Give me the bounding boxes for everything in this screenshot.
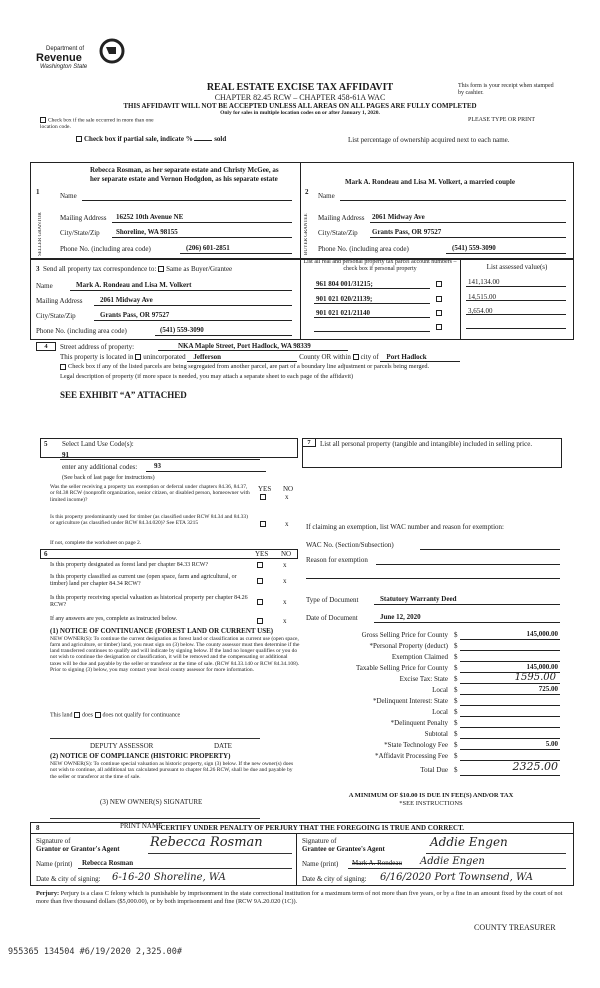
worksheet-note: If not, complete the worksheet on page 2.: [50, 540, 142, 546]
form-title: REAL ESTATE EXCISE TAX AFFIDAVIT: [206, 82, 394, 93]
dollar-sign: $: [454, 719, 458, 727]
buyer-mailing-value: 2061 Midway Ave: [372, 213, 425, 221]
forest-q4-no-mark: x: [283, 617, 287, 625]
exemption-label: If claiming an exemption, list WAC number and reason for exemption:: [306, 523, 504, 531]
certify-section-number: 8: [36, 824, 40, 832]
same-as-buyer-checkbox[interactable]: [158, 266, 164, 272]
parcel-number: 901 021 021/21140: [316, 309, 371, 317]
forest-q3-no-mark: x: [283, 598, 287, 606]
total-due-handwritten: 2325.00: [512, 760, 558, 773]
notice-continuance-title: (1) NOTICE OF CONTINUANCE (FOREST LAND OR CURRENT USE): [50, 627, 274, 635]
state-excise-handwritten: 1595.00: [514, 672, 556, 683]
grantee-date-city: 6/16/2020 Port Townsend, WA: [380, 872, 533, 883]
unincorporated-checkbox[interactable]: [135, 354, 141, 360]
forest-q4-yes-checkbox[interactable]: [257, 618, 263, 624]
grantor-sig-label-2: Grantor or Grantor's Agent: [36, 845, 120, 853]
grantee-sig-label-1: Signature of: [302, 837, 337, 845]
corr-phone-label: Phone No. (including area code): [36, 327, 127, 335]
city-value: Port Hadlock: [380, 353, 460, 362]
legal-description-label: Legal description of property (if more space is needed, you may attach a separate sheet to each page of the affidavit): [60, 373, 354, 380]
additional-codes-label: enter any additional codes:: [62, 463, 138, 471]
buyer-phone-value: (541) 559-3090: [452, 244, 496, 252]
assessed-value: 3,654.00: [468, 307, 493, 315]
dollar-sign: $: [454, 730, 458, 738]
reason-label: Reason for exemption: [306, 556, 368, 564]
assessed-value: 14,515.00: [468, 293, 496, 301]
logo-revenue: Revenue: [36, 52, 82, 64]
revenue-logo-icon: [98, 38, 126, 64]
assessed-header: List assessed value(s): [486, 263, 548, 271]
exhibit-note: SEE EXHIBIT “A” ATTACHED: [60, 390, 187, 400]
corr-city-value: Grants Pass, OR 97527: [100, 311, 170, 319]
corr-phone-value: (541) 559-3090: [160, 326, 204, 334]
seller-mailing-label: Mailing Address: [60, 214, 107, 222]
see-instructions: *SEE INSTRUCTIONS: [399, 800, 463, 807]
street-label: Street address of property:: [60, 343, 135, 351]
multi-location-check: [40, 117, 160, 130]
grantee-name-handwritten: Addie Engen: [420, 856, 485, 867]
form-warning: THIS AFFIDAVIT WILL NOT BE ACCEPTED UNLESS ALL AREAS ON ALL PAGES ARE FULLY COMPLETED: [123, 102, 477, 110]
timber-question: Is this property predominantly used for timber (as classified under RCW 84.34 and 84.33) or agriculture (as classified under RCW 84.34.020)? See ETA 3215: [50, 514, 249, 527]
multi-location-checkbox[interactable]: [40, 117, 46, 123]
land-use-label: Select Land Use Code(s):: [62, 440, 134, 448]
dollar-sign: $: [454, 697, 458, 705]
seller-name-value: Rebecca Rosman, as her separate estate and Christy McGee, as her separate estate and Vernon Hodgdon, as his separate estate: [90, 166, 279, 184]
dollar-sign: $: [454, 642, 458, 650]
tax-row-value: 145,000.00: [526, 663, 558, 671]
dollar-sign: $: [454, 708, 458, 716]
personal-property-checkbox[interactable]: [436, 310, 442, 316]
tax-row-value: 5.00: [545, 740, 558, 748]
city-of-checkbox[interactable]: [353, 354, 359, 360]
grantee-date-label: Date & city of signing:: [302, 875, 367, 883]
doc-date-label: Date of Document: [306, 614, 358, 622]
forest-q2-yes-checkbox[interactable]: [257, 578, 263, 584]
tax-row-label: Subtotal: [424, 730, 448, 738]
pct-note: List percentage of ownership acquired next to each name.: [348, 136, 510, 144]
corr-name-label: Name: [36, 282, 53, 290]
segregated-line: [60, 363, 580, 370]
forest-q1-no-mark: x: [283, 561, 287, 569]
personal-property-checkbox[interactable]: [436, 324, 442, 330]
dollar-sign: $: [454, 766, 458, 774]
forest-q2-no-mark: x: [283, 577, 287, 585]
tax-row-label: Local: [432, 686, 448, 694]
partial-sale-label: Check box if partial sale, indicate %: [84, 135, 193, 143]
grantor-date-city: 6-16-20 Shoreline, WA: [112, 872, 226, 883]
buyer-city-value: Grants Pass, OR 97527: [372, 228, 442, 236]
county-or-label: County OR within: [299, 353, 351, 361]
dollar-sign: $: [454, 664, 458, 672]
tax-row-label: Exemption Claimed: [391, 653, 448, 661]
minimum-note: A MINIMUM OF $10.00 IS DUE IN FEE(S) AND/OR TAX: [348, 792, 514, 799]
qualify-line: [50, 712, 180, 719]
seller-city-value: Shoreline, WA 98155: [116, 228, 178, 236]
print-name-label: PRINT NAME: [120, 822, 163, 830]
q1-no-mark: x: [285, 493, 289, 501]
this-land-label: This land: [50, 712, 73, 719]
grantor-signature: Rebecca Rosman: [150, 835, 263, 850]
no-header: NO: [283, 485, 294, 493]
corr-name-value: Mark A. Rondeau and Lisa M. Volkert: [76, 281, 192, 289]
corr-mailing-value: 2061 Midway Ave: [100, 296, 153, 304]
perjury-notice: [36, 890, 576, 906]
tax-row-label: Local: [432, 708, 448, 716]
print-note: PLEASE TYPE OR PRINT: [468, 117, 536, 123]
personal-property-checkbox[interactable]: [436, 296, 442, 302]
grantee-name-label: Name (print): [302, 860, 339, 868]
notice-compliance-title: (2) NOTICE OF COMPLIANCE (HISTORIC PROPERTY): [50, 752, 231, 760]
property-section-number: 4: [36, 342, 56, 351]
parcel-number: 901 021 020/21139;: [316, 295, 373, 303]
grantee-name-struck: Mark A. Rondeau: [352, 859, 402, 867]
new-owner-signature-label: (3) NEW OWNER(S) SIGNATURE: [100, 798, 203, 806]
doc-type-value: Statutory Warranty Deed: [380, 595, 457, 603]
grantee-signature: Addie Engen: [430, 835, 508, 849]
logo-dept: Department of: [46, 46, 85, 52]
located-line: [60, 353, 580, 362]
forest-yes-header: YES: [255, 550, 269, 558]
dollar-sign: $: [454, 741, 458, 749]
receipt-note: This form is your receipt when stamped by cashier.: [458, 83, 554, 96]
doc-date-value: June 12, 2020: [380, 613, 421, 621]
forest-q1-yes-checkbox[interactable]: [257, 562, 263, 568]
grantee-sig-label-2: Grantee or Grantee's Agent: [302, 845, 385, 853]
county-value: Jefferson: [187, 353, 297, 362]
seller-phone-label: Phone No. (including area code): [60, 245, 151, 253]
seller-city-label: City/State/Zip: [60, 229, 100, 237]
buyer-mailing-label: Mailing Address: [318, 214, 365, 222]
tax-row-value: 145,000.00: [526, 630, 558, 638]
deputy-assessor-label: DEPUTY ASSESSOR: [90, 742, 154, 750]
doc-type-label: Type of Document: [306, 596, 359, 604]
city-of-label: city of: [360, 353, 379, 361]
tax-row-label: *Personal Property (deduct): [369, 642, 448, 650]
certify-statement: I CERTIFY UNDER PENALTY OF PERJURY THAT THE FOREGOING IS TRUE AND CORRECT.: [155, 824, 464, 832]
dollar-sign: $: [454, 686, 458, 694]
dollar-sign: $: [454, 631, 458, 639]
tax-row-value: 725.00: [538, 685, 558, 693]
segregated-label: Check box if any of the listed parcels are being segregated from another parcel, are part of a boundary line adjustment or parcels being merged.: [68, 363, 430, 370]
seller-mailing-value: 16252 10th Avenue NE: [116, 213, 184, 221]
dor-logo: [30, 38, 130, 70]
perjury-text: Perjury is a class C felony which is punishable by imprisonment in the state correctional institution for a maximum term of not more than five years, or by a fine in an amount fixed by the court of not more than five thousand dollars ($5,000.00), or by both imprisonment and fine (RCW 9A.20.020 (1C)).: [36, 890, 563, 905]
parcel-header: List all real and personal property tax parcel account numbers – check box if personal property: [303, 259, 457, 272]
perjury-title: Perjury:: [36, 890, 60, 897]
does-not-qualify-checkbox[interactable]: [95, 712, 101, 718]
exemption-question: Was the seller receiving a property tax exemption or deferral under chapters 84.36, 84.37, or 84.38 RCW (nonprofit organization, senior citizen, or disabled person, homeowner with limited income)?: [50, 484, 250, 503]
seller-name-label: Name: [60, 192, 77, 200]
multi-note: Only for sales in multiple location codes on or after January 1, 2020.: [220, 110, 380, 116]
cashier-stamp: 955365 134504 #6/19/2020 2,325.00#: [8, 947, 182, 957]
dollar-sign: $: [454, 653, 458, 661]
q1-yes-checkbox[interactable]: [260, 494, 266, 500]
dollar-sign: $: [454, 752, 458, 760]
tax-table: [300, 631, 562, 761]
yes-header: YES: [258, 485, 272, 493]
street-value: NKA Maple Street, Port Hadlock, WA 98339: [178, 342, 311, 350]
land-use-section-number: 5: [44, 440, 48, 448]
county-treasurer: COUNTY TREASURER: [474, 923, 556, 932]
forest-question-3: Is this property receiving special valuation as historical property per chapter 84.26 RCW?: [50, 595, 248, 608]
grantor-name-value: Rebecca Rosman: [82, 859, 134, 867]
seller-side-label: SELLER GRANTOR: [38, 212, 43, 256]
multi-location-label: Check box if the sale occurred in more than one location code.: [40, 117, 154, 130]
personal-section-number: 7: [302, 438, 316, 447]
corr-mailing-label: Mailing Address: [36, 297, 83, 305]
buyer-side-label: BUYER GRANTEE: [304, 213, 309, 255]
dollar-sign: $: [454, 675, 458, 683]
tax-row-label: *State Technology Fee: [384, 741, 448, 749]
total-due-label: Total Due: [420, 766, 448, 774]
grantor-sig-label-1: Signature of: [36, 837, 71, 845]
buyer-name-value: Mark A. Rondeau and Lisa M. Volkert, a married couple: [345, 178, 515, 186]
seller-phone-value: (206) 601-2851: [186, 244, 230, 252]
notice-continuance-body: NEW OWNER(S): To continue the current designation as forest land or classification as current use (open space, farm and agriculture, or timber) land, you must sign on (3) below. The county assessor must then determine if the land transferred continues to qualify and will indicate by signing below. If the land no longer qualifies or you do not wish to continue the designation or classification, it will be removed and the compensating or additional taxes will be due and payable by the seller or transferor at the time of sale. (RCW 84.33.140 or RCW 84.34.108). Prior to signing (3) below, you may contact your local county assessor for more information.: [50, 636, 300, 673]
seller-section-number: 1: [36, 188, 40, 196]
q2-no-mark: x: [285, 520, 289, 528]
tax-row-label: *Delinquent Penalty: [390, 719, 448, 727]
assessed-value: 141,134.00: [468, 278, 500, 286]
partial-sale: [76, 135, 226, 143]
partial-sale-checkbox[interactable]: [76, 136, 82, 142]
notice-compliance-body: NEW OWNER(S): To continue special valuation as historic property, sign (3) below. If the new owner(s) does not wish to continue, all additional tax calculated pursuant to chapter 84.26 RCW, shall be due and payable by the seller or transferor at the time of sale.: [50, 761, 294, 780]
buyer-phone-label: Phone No. (including area code): [318, 245, 409, 253]
does-label: does: [82, 712, 93, 719]
see-back-note: (See back of last page for instructions): [62, 475, 155, 481]
q2-yes-checkbox[interactable]: [260, 521, 266, 527]
segregated-checkbox[interactable]: [60, 364, 66, 370]
wac-label: WAC No. (Section/Subsection): [306, 541, 394, 549]
forest-q3-yes-checkbox[interactable]: [257, 599, 263, 605]
forest-section-number: 6: [44, 550, 48, 558]
located-prefix: This property is located in: [60, 353, 134, 361]
does-qualify-checkbox[interactable]: [74, 712, 80, 718]
tax-row-label: Taxable Selling Price for County: [355, 664, 448, 672]
unincorporated-label: unincorporated: [143, 353, 186, 361]
correspondence-section-number: 3: [36, 265, 40, 273]
forest-question-1: Is this property designated as forest land per chapter 84.33 RCW?: [50, 562, 209, 568]
logo-state: Washington State: [40, 64, 88, 70]
buyer-name-label: Name: [318, 192, 335, 200]
sold-label: sold: [214, 135, 227, 143]
forest-question-2: Is this property classified as current use (open space, farm and agricultural, or timber) land per chapter 84.34 RCW?: [50, 574, 237, 587]
additional-codes-value: 93: [154, 462, 161, 470]
form-chapter: CHAPTER 82.45 RCW – CHAPTER 458-61A WAC: [214, 93, 386, 102]
grantor-name-label: Name (print): [36, 860, 73, 868]
parcel-number: 961 804 001/31215;: [316, 280, 373, 288]
tax-row-label: *Affidavit Processing Fee: [375, 752, 448, 760]
correspondence-label: Send all property tax correspondence to:: [43, 265, 157, 273]
corr-city-label: City/State/Zip: [36, 312, 76, 320]
forest-question-4: If any answers are yes, complete as instructed below.: [50, 616, 178, 622]
buyer-city-label: City/State/Zip: [318, 229, 358, 237]
does-not-label: does not qualify for continuance: [102, 712, 181, 719]
tax-row-label: Gross Selling Price for County: [361, 631, 448, 639]
tax-row-label: Excise Tax: State: [399, 675, 448, 683]
deputy-date-label: DATE: [214, 742, 232, 750]
personal-property-text: List all personal property (tangible and intangible) included in selling price.: [320, 440, 533, 448]
grantor-date-label: Date & city of signing:: [36, 875, 101, 883]
personal-property-checkbox[interactable]: [436, 281, 442, 287]
same-as-buyer-label: Same as Buyer/Grantee: [166, 265, 233, 273]
buyer-section-number: 2: [305, 188, 309, 196]
correspondence-line: [36, 265, 232, 273]
land-use-code: 91: [62, 451, 69, 459]
tax-row-label: *Delinquent Interest: State: [372, 697, 448, 705]
forest-no-header: NO: [281, 550, 292, 558]
